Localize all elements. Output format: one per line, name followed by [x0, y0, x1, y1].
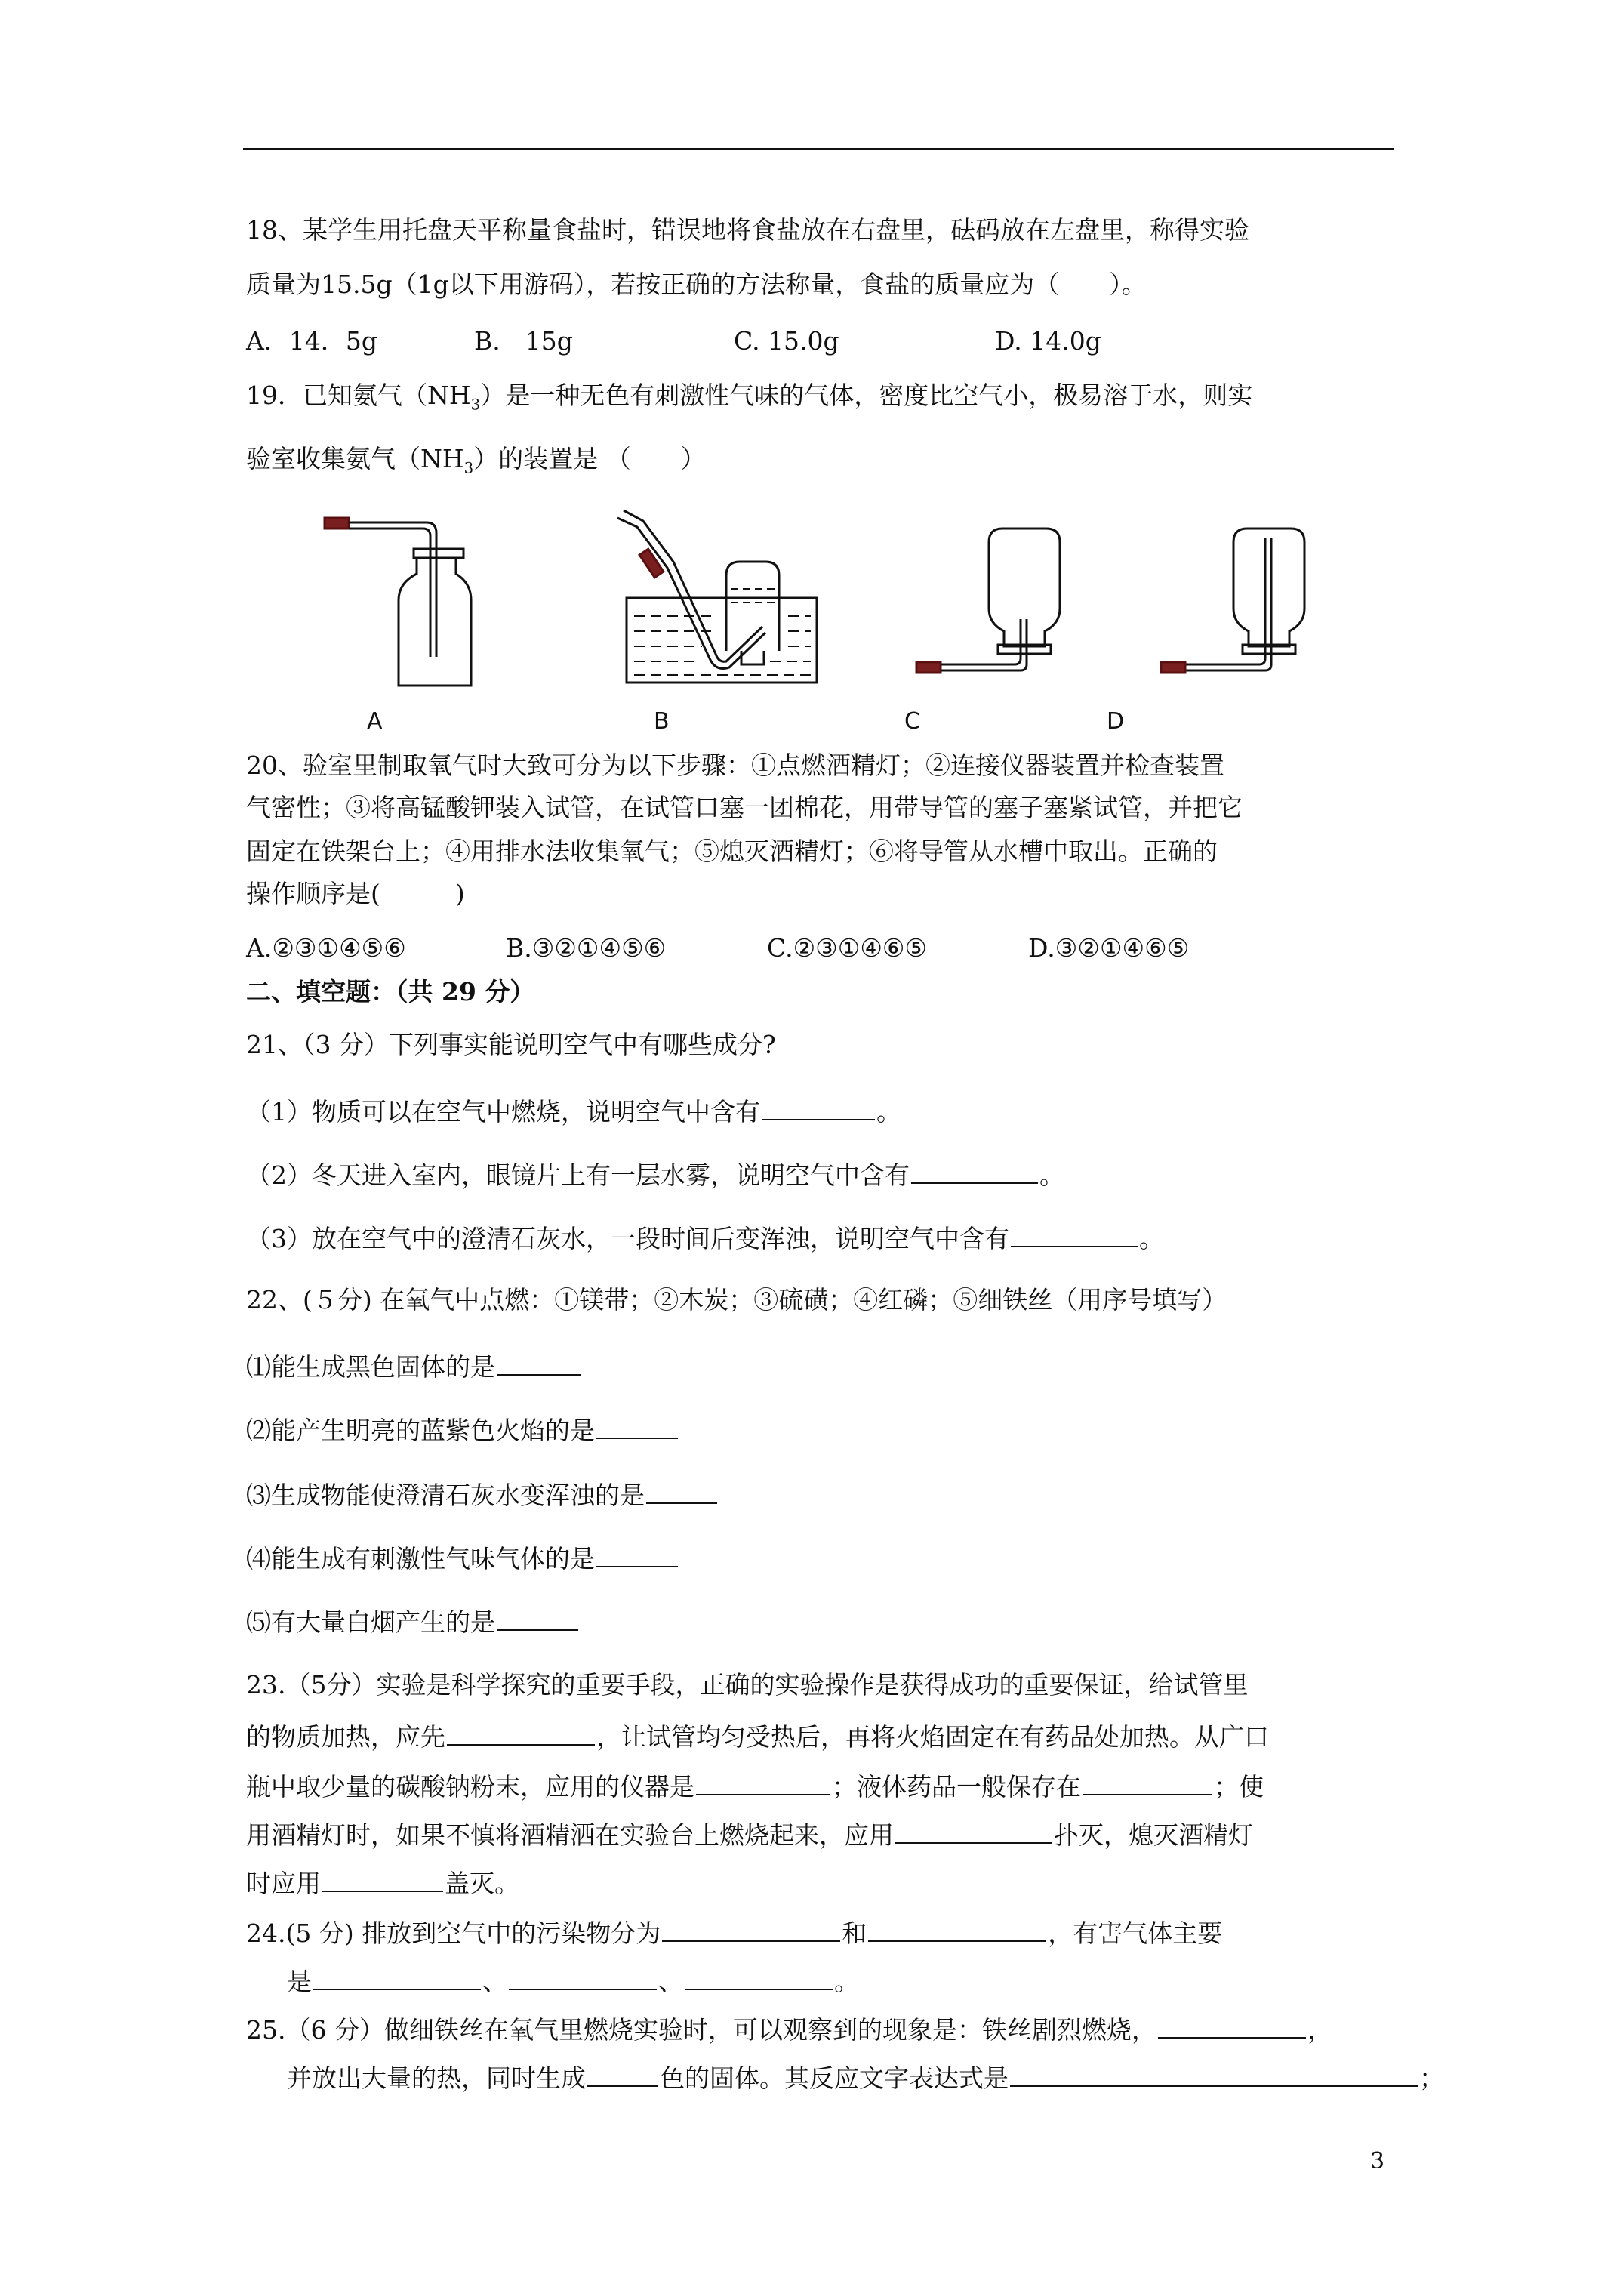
answer-blank[interactable] — [596, 1412, 678, 1439]
q21-item-1: （1）物质可以在空气中燃烧，说明空气中含有 。 — [246, 1093, 901, 1129]
q21-item-2: （2）冬天进入室内，眼镜片上有一层水雾，说明空气中含有 。 — [246, 1157, 1064, 1192]
q20-line4: 操作顺序是( ) — [246, 879, 465, 908]
q21-stem: 21、（3 分）下列事实能说明空气中有哪些成分? — [246, 1030, 776, 1059]
label-c: C — [904, 708, 920, 735]
q22-item-5: ⑸有大量白烟产生的是 — [246, 1604, 580, 1639]
answer-blank[interactable] — [447, 1718, 595, 1746]
q22-item-2: ⑵能产生明亮的蓝紫色火焰的是 — [246, 1412, 679, 1447]
answer-blank[interactable] — [868, 1915, 1046, 1942]
q23-line2: 的物质加热，应先 ，让试管均匀受热后，再将火焰固定在有药品处加热。从广口 — [246, 1718, 1269, 1754]
q20-line3: 固定在铁架台上；④用排水法收集氧气；⑤熄灭酒精灯；⑥将导管从水槽中取出。正确的 — [246, 837, 1218, 866]
answer-blank[interactable] — [596, 1540, 678, 1567]
answer-blank[interactable] — [911, 1157, 1038, 1184]
q20-line1: 20、验室里制取氧气时大致可分为以下步骤：①点燃酒精灯；②连接仪器装置并检查装置 — [246, 750, 1224, 780]
q22-stem: 22、(５分) 在氧气中点燃：①镁带；②木炭；③硫磺；④红磷；⑤细铁丝（用序号填写） — [246, 1285, 1227, 1314]
answer-blank[interactable] — [662, 1915, 840, 1942]
q20-line2: 气密性；③将高锰酸钾装入试管，在试管口塞一团棉花，用带导管的塞子塞紧试管，并把它 — [246, 793, 1243, 822]
answer-blank[interactable] — [313, 1963, 481, 1990]
q23-line1: 23.（5分）实验是科学探究的重要手段，正确的实验操作是获得成功的重要保证，给试管里 — [246, 1670, 1249, 1700]
label-d: D — [1107, 708, 1125, 735]
q18-line1: 18、某学生用托盘天平称量食盐时，错误地将食盐放在右盘里，砝码放在左盘里，称得实验 — [246, 215, 1249, 245]
section-heading: 二、填空题：（共 29 分） — [246, 977, 535, 1006]
q18-option-b: B. 15g — [474, 326, 573, 356]
answer-blank[interactable] — [1083, 1768, 1212, 1795]
answer-blank[interactable] — [322, 1865, 443, 1892]
q22-item-1: ⑴能生成黑色固体的是 — [246, 1348, 583, 1384]
q20-option-c: C.②③①④⑥⑤ — [767, 933, 928, 963]
answer-blank[interactable] — [895, 1817, 1052, 1844]
q25-line1: 25.（6 分）做细铁丝在氧气里燃烧实验时，可以观察到的现象是：铁丝剧烈燃烧， ， — [246, 2011, 1332, 2047]
q18-option-c: C. 15.0g — [734, 326, 839, 356]
label-b: B — [654, 708, 670, 735]
page-number: 3 — [1370, 2148, 1385, 2174]
q23-line5: 时应用 盖灭。 — [246, 1865, 519, 1900]
answer-blank[interactable] — [1011, 1220, 1138, 1247]
answer-blank[interactable] — [685, 1963, 833, 1990]
q24-line2: 是 、 、 。 — [287, 1963, 859, 1999]
q22-item-3: ⑶生成物能使澄清石灰水变浑浊的是 — [246, 1477, 719, 1512]
q20-option-b: B.③②①④⑤⑥ — [506, 933, 667, 963]
answer-blank[interactable] — [762, 1093, 875, 1120]
answer-blank[interactable] — [587, 2060, 658, 2087]
q22-item-4: ⑷能生成有刺激性气味气体的是 — [246, 1540, 679, 1576]
answer-blank[interactable] — [696, 1768, 830, 1795]
apparatus-b — [617, 510, 817, 683]
header-rule — [243, 148, 1394, 150]
q24-line1: 24.(5 分) 排放到空气中的污染物分为 和 ，有害气体主要 — [246, 1915, 1222, 1950]
q25-line2: 并放出大量的热，同时生成 色的固体。其反应文字表达式是 ； — [287, 2060, 1444, 2095]
apparatus-a — [325, 518, 471, 686]
apparatus-d — [1161, 529, 1304, 673]
q21-item-3: （3）放在空气中的澄清石灰水，一段时间后变浑浊，说明空气中含有 。 — [246, 1220, 1164, 1256]
answer-blank[interactable] — [497, 1604, 578, 1631]
q19-line1: 19．已知氨气$(NH_3)$是一种无色有刺激性气味的气体，密度比空气小，极易溶于水，则实 — [246, 381, 1253, 414]
q20-option-a: A.②③①④⑤⑥ — [246, 933, 406, 963]
q23-line4: 用酒精灯时，如果不慎将酒精洒在实验台上燃烧起来，应用 扑灭，熄灭酒精灯 — [246, 1817, 1253, 1852]
apparatus-c — [916, 529, 1060, 673]
answer-blank[interactable] — [1010, 2060, 1418, 2087]
q19-line2: 验室收集氨气$(NH_3)$的装置是 （ ） — [246, 444, 706, 477]
answer-blank[interactable] — [497, 1348, 581, 1376]
q23-line3: 瓶中取少量的碳酸钠粉末，应用的仪器是 ；液体药品一般保存在 ；使 — [246, 1768, 1264, 1804]
answer-blank[interactable] — [1158, 2011, 1306, 2039]
answer-blank[interactable] — [646, 1477, 717, 1504]
q18-line2: 质量为15.5g（1g以下用游码），若按正确的方法称量，食盐的质量应为（ ）。 — [246, 270, 1147, 299]
q18-option-a: A．14．5g — [246, 326, 377, 356]
answer-blank[interactable] — [509, 1963, 657, 1990]
label-a: A — [367, 708, 383, 735]
q18-option-d: D. 14.0g — [995, 326, 1101, 356]
q20-option-d: D.③②①④⑥⑤ — [1028, 933, 1190, 963]
